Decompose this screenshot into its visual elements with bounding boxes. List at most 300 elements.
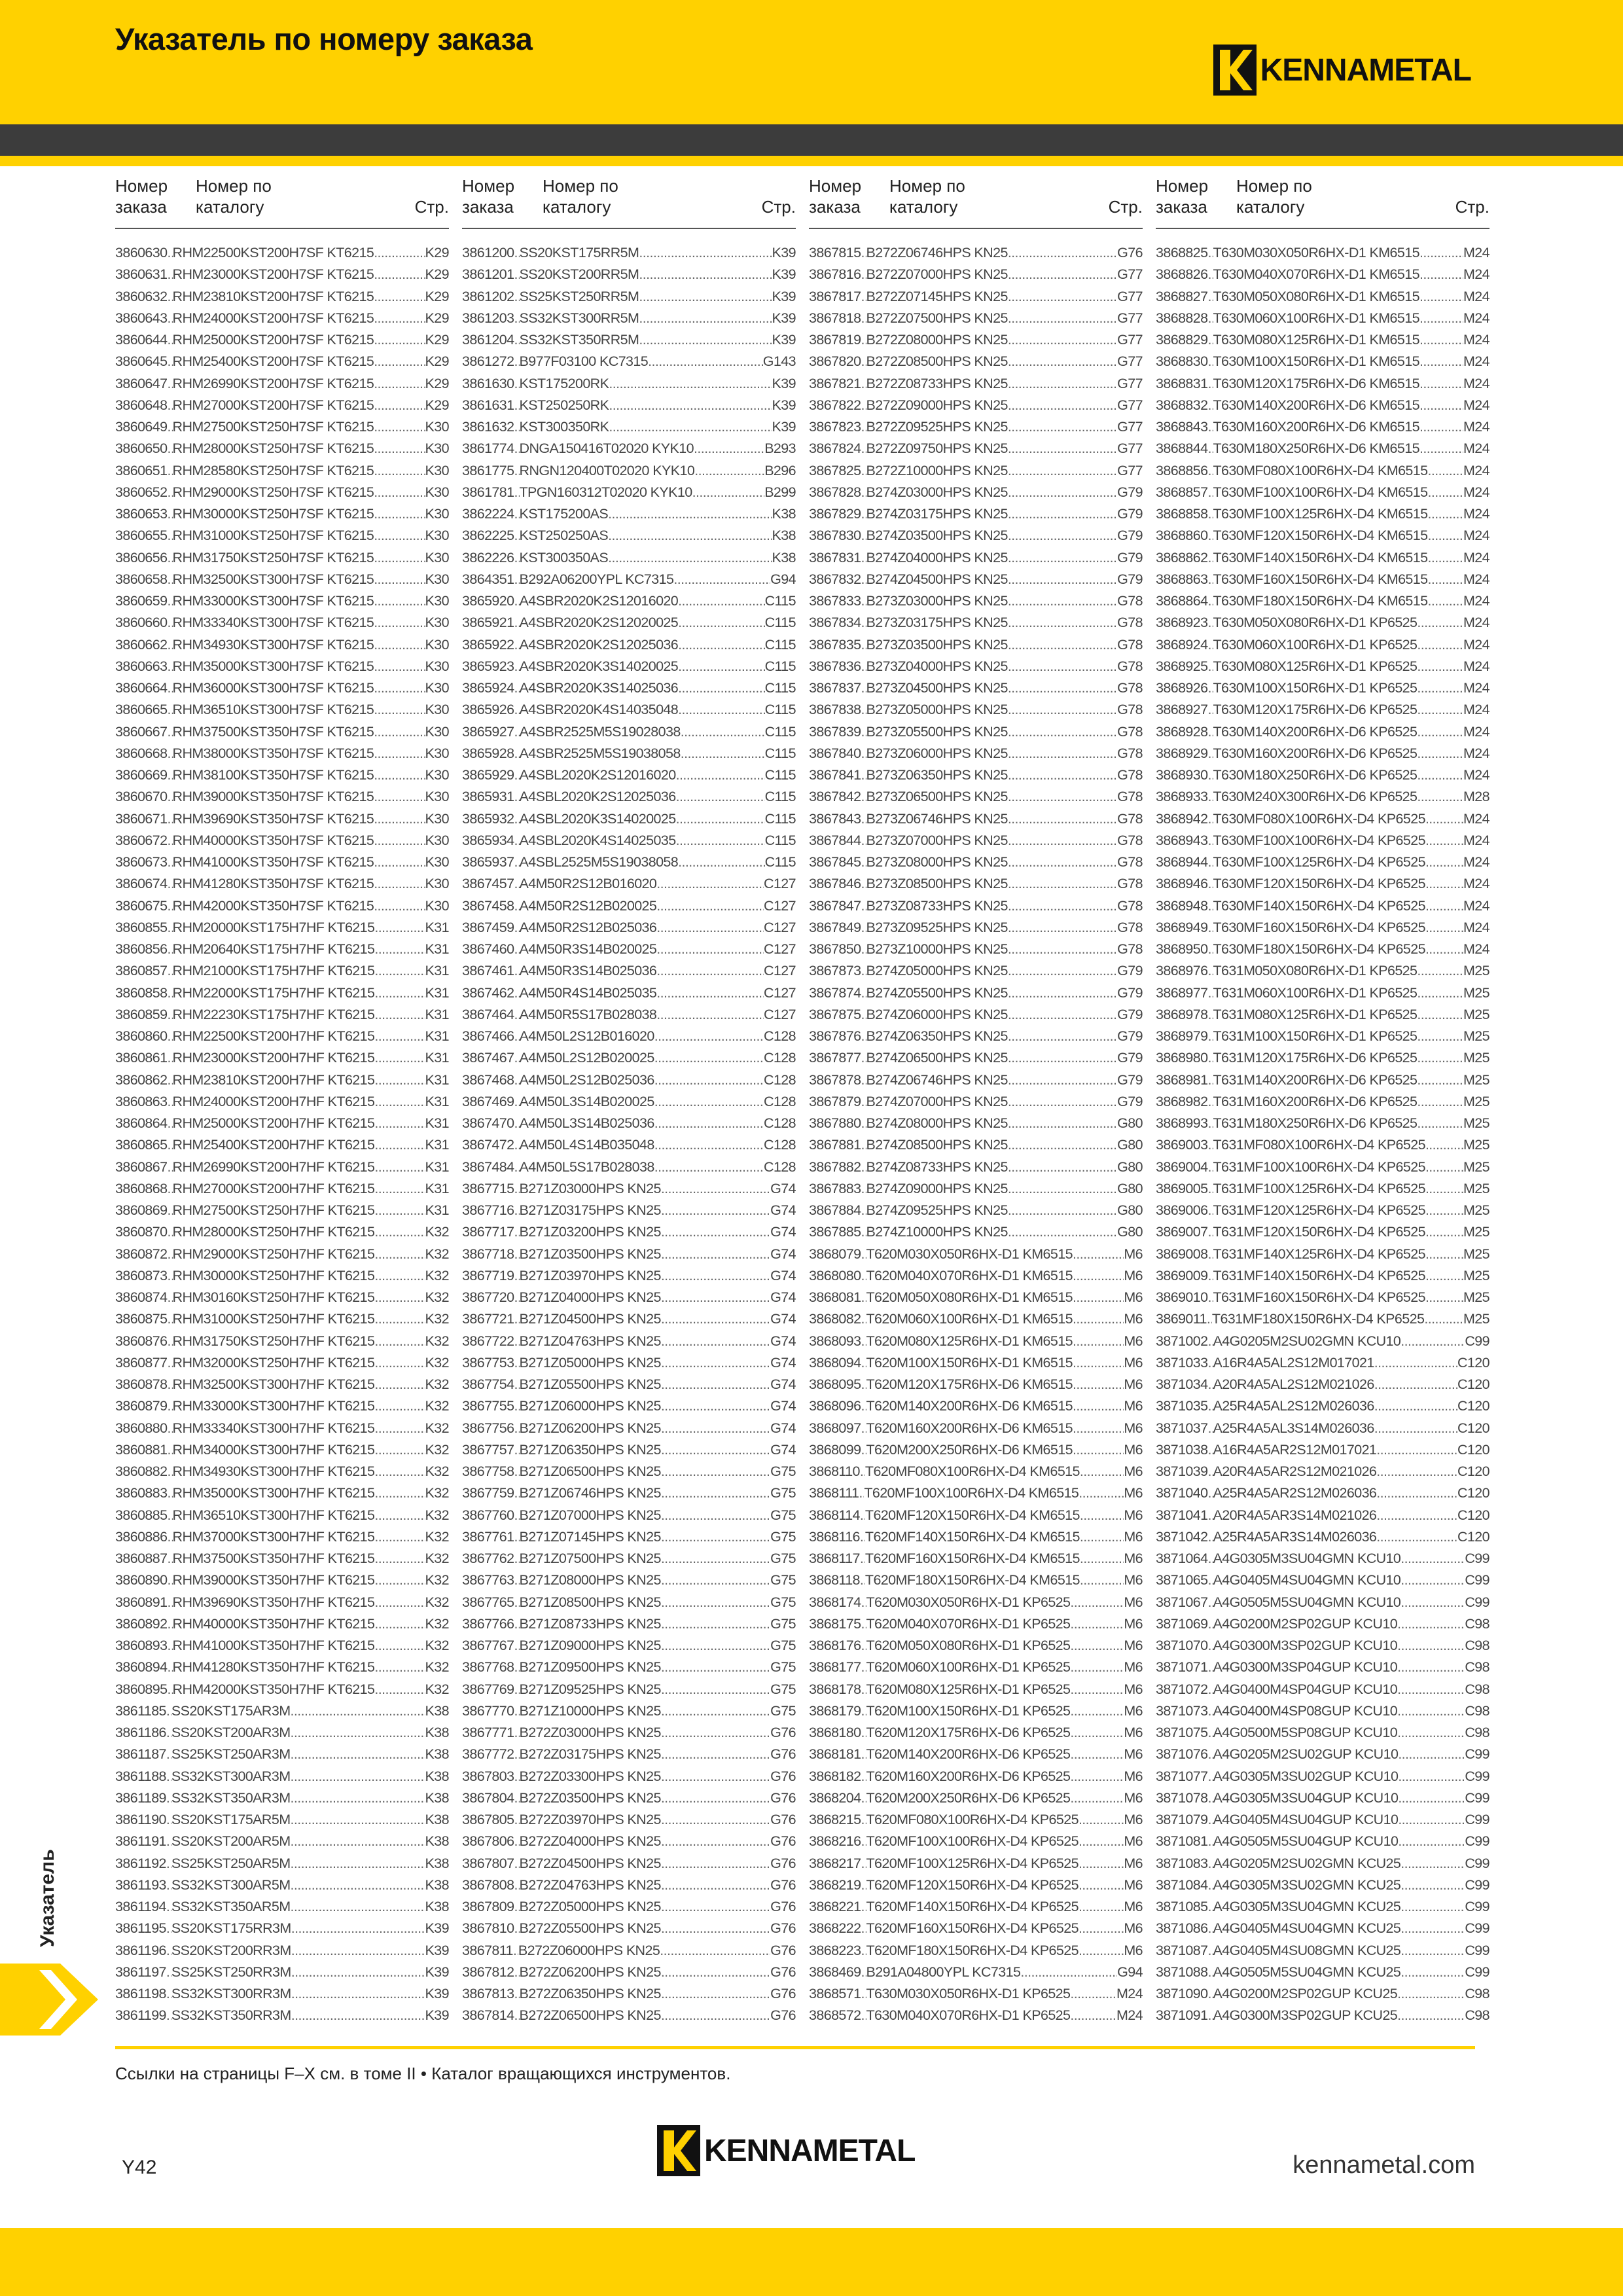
page-ref[interactable]: M24 xyxy=(1463,919,1489,935)
page-ref[interactable]: K39 xyxy=(425,1942,449,1958)
page-ref[interactable]: C128 xyxy=(764,1050,796,1066)
page-ref[interactable]: M24 xyxy=(1463,745,1489,761)
page-ref[interactable]: C127 xyxy=(764,876,796,892)
page-ref[interactable]: M6 xyxy=(1124,1333,1143,1349)
page-ref[interactable]: M24 xyxy=(1463,419,1489,435)
page-ref[interactable]: G80 xyxy=(1117,1180,1143,1196)
page-ref[interactable]: C127 xyxy=(764,963,796,979)
page-ref[interactable]: K30 xyxy=(425,810,449,827)
page-ref[interactable]: G78 xyxy=(1117,593,1143,609)
page-ref[interactable]: K32 xyxy=(425,1333,449,1349)
page-ref[interactable]: M25 xyxy=(1463,1180,1489,1196)
page-ref[interactable]: G74 xyxy=(770,1354,796,1371)
page-ref[interactable]: C98 xyxy=(1465,2007,1489,2024)
page-ref[interactable]: G80 xyxy=(1117,1158,1143,1175)
page-ref[interactable]: M25 xyxy=(1463,984,1489,1001)
page-ref[interactable]: M6 xyxy=(1124,1594,1143,1610)
page-ref[interactable]: M25 xyxy=(1463,963,1489,979)
page-ref[interactable]: K38 xyxy=(772,506,796,522)
page-ref[interactable]: C99 xyxy=(1465,1833,1489,1850)
page-ref[interactable]: G75 xyxy=(770,1702,796,1719)
page-ref[interactable]: M24 xyxy=(1463,593,1489,609)
page-ref[interactable]: K32 xyxy=(425,1224,449,1240)
page-ref[interactable]: K31 xyxy=(425,1137,449,1153)
page-ref[interactable]: M28 xyxy=(1463,789,1489,805)
page-ref[interactable]: G75 xyxy=(770,1681,796,1697)
page-ref[interactable]: M6 xyxy=(1124,1615,1143,1632)
page-ref[interactable]: M24 xyxy=(1463,506,1489,522)
page-ref[interactable]: K32 xyxy=(425,1528,449,1545)
page-ref[interactable]: C115 xyxy=(764,810,796,827)
page-ref[interactable]: C128 xyxy=(764,1137,796,1153)
page-ref[interactable]: K29 xyxy=(425,375,449,391)
page-ref[interactable]: C99 xyxy=(1465,1855,1489,1871)
page-ref[interactable]: G76 xyxy=(1117,245,1143,260)
page-ref[interactable]: K31 xyxy=(425,1028,449,1044)
page-ref[interactable]: K30 xyxy=(425,419,449,435)
page-ref[interactable]: K32 xyxy=(425,1551,449,1566)
page-ref[interactable]: G79 xyxy=(1117,1050,1143,1066)
page-ref[interactable]: C128 xyxy=(764,1093,796,1109)
page-ref[interactable]: K30 xyxy=(425,462,449,478)
page-ref[interactable]: M24 xyxy=(1463,876,1489,892)
page-ref[interactable]: G74 xyxy=(770,1246,796,1262)
page-ref[interactable]: C99 xyxy=(1465,1789,1489,1806)
page-ref[interactable]: G77 xyxy=(1117,310,1143,326)
page-ref[interactable]: M24 xyxy=(1463,353,1489,370)
page-ref[interactable]: K31 xyxy=(425,941,449,957)
page-ref[interactable]: K30 xyxy=(425,506,449,522)
page-ref[interactable]: G77 xyxy=(1117,266,1143,283)
page-ref[interactable]: M25 xyxy=(1463,1028,1489,1044)
page-ref[interactable]: M25 xyxy=(1463,1137,1489,1153)
page-ref[interactable]: G76 xyxy=(770,1746,796,1763)
page-ref[interactable]: G74 xyxy=(770,1441,796,1458)
page-ref[interactable]: M24 xyxy=(1463,332,1489,348)
page-ref[interactable]: K38 xyxy=(772,528,796,544)
page-ref[interactable]: C99 xyxy=(1465,1876,1489,1893)
page-ref[interactable]: G79 xyxy=(1117,1093,1143,1109)
page-ref[interactable]: K39 xyxy=(772,332,796,348)
page-ref[interactable]: G74 xyxy=(770,1398,796,1414)
page-ref[interactable]: G75 xyxy=(770,1528,796,1545)
page-ref[interactable]: M24 xyxy=(1463,375,1489,391)
page-ref[interactable]: K30 xyxy=(425,571,449,587)
page-ref[interactable]: G75 xyxy=(770,1551,796,1566)
page-ref[interactable]: G79 xyxy=(1117,1071,1143,1088)
page-ref[interactable]: M6 xyxy=(1124,1354,1143,1371)
page-ref[interactable]: M24 xyxy=(1463,266,1489,283)
page-ref[interactable]: K32 xyxy=(425,1420,449,1436)
page-ref[interactable]: M6 xyxy=(1124,1485,1143,1501)
page-ref[interactable]: K30 xyxy=(425,593,449,609)
page-ref[interactable]: K32 xyxy=(425,1485,449,1501)
page-ref[interactable]: G78 xyxy=(1117,658,1143,674)
page-ref[interactable]: K39 xyxy=(772,375,796,391)
page-ref[interactable]: K30 xyxy=(425,484,449,500)
page-ref[interactable]: K38 xyxy=(425,1702,449,1719)
page-ref[interactable]: K31 xyxy=(425,1050,449,1066)
page-ref[interactable]: K32 xyxy=(425,1441,449,1458)
page-ref[interactable]: G74 xyxy=(770,1180,796,1196)
page-ref[interactable]: M24 xyxy=(1463,680,1489,696)
page-ref[interactable]: K32 xyxy=(425,1594,449,1610)
page-ref[interactable]: G76 xyxy=(770,1942,796,1958)
page-ref[interactable]: M6 xyxy=(1124,1681,1143,1697)
page-ref[interactable]: M25 xyxy=(1463,1006,1489,1022)
page-ref[interactable]: M6 xyxy=(1124,1768,1143,1784)
page-ref[interactable]: M25 xyxy=(1463,1246,1489,1262)
page-ref[interactable]: M24 xyxy=(1116,2007,1143,2024)
page-ref[interactable]: C99 xyxy=(1465,1899,1489,1914)
page-ref[interactable]: M25 xyxy=(1463,1050,1489,1066)
page-ref[interactable]: G74 xyxy=(770,1420,796,1436)
page-ref[interactable]: K38 xyxy=(425,1768,449,1784)
page-ref[interactable]: C99 xyxy=(1465,1594,1489,1610)
page-ref[interactable]: C99 xyxy=(1465,1551,1489,1566)
page-ref[interactable]: M24 xyxy=(1463,897,1489,914)
page-ref[interactable]: G74 xyxy=(770,1311,796,1327)
page-ref[interactable]: G76 xyxy=(770,1855,796,1871)
page-ref[interactable]: G76 xyxy=(770,1789,796,1806)
page-ref[interactable]: K32 xyxy=(425,1398,449,1414)
page-ref[interactable]: M6 xyxy=(1124,1246,1143,1262)
page-ref[interactable]: C120 xyxy=(1457,1376,1489,1392)
page-ref[interactable]: G75 xyxy=(770,1485,796,1501)
page-ref[interactable]: K38 xyxy=(425,1812,449,1827)
page-ref[interactable]: C98 xyxy=(1465,1986,1489,2001)
page-ref[interactable]: M25 xyxy=(1463,1224,1489,1240)
page-ref[interactable]: G79 xyxy=(1117,1006,1143,1022)
page-ref[interactable]: G76 xyxy=(770,1876,796,1893)
page-ref[interactable]: M6 xyxy=(1124,1702,1143,1719)
page-ref[interactable]: M24 xyxy=(1463,528,1489,544)
website-link[interactable]: kennametal.com xyxy=(1293,2151,1475,2179)
page-ref[interactable]: G143 xyxy=(762,353,796,370)
page-ref[interactable]: G74 xyxy=(770,1333,796,1349)
page-ref[interactable]: C99 xyxy=(1465,1942,1489,1958)
page-ref[interactable]: B299 xyxy=(764,484,796,500)
page-ref[interactable]: G74 xyxy=(770,1224,796,1240)
page-ref[interactable]: G79 xyxy=(1117,484,1143,500)
page-ref[interactable]: C120 xyxy=(1457,1485,1489,1501)
page-ref[interactable]: K32 xyxy=(425,1572,449,1588)
page-ref[interactable]: G94 xyxy=(770,571,796,587)
page-ref[interactable]: M24 xyxy=(1463,397,1489,413)
page-ref[interactable]: K32 xyxy=(425,1638,449,1653)
page-ref[interactable]: G79 xyxy=(1117,963,1143,979)
page-ref[interactable]: K32 xyxy=(425,1267,449,1283)
page-ref[interactable]: K30 xyxy=(425,636,449,653)
page-ref[interactable]: M24 xyxy=(1463,440,1489,457)
page-ref[interactable]: M24 xyxy=(1463,310,1489,326)
page-ref[interactable]: K38 xyxy=(425,1876,449,1893)
page-ref[interactable]: M24 xyxy=(1463,484,1489,500)
page-ref[interactable]: M24 xyxy=(1463,549,1489,565)
page-ref[interactable]: K32 xyxy=(425,1376,449,1392)
page-ref[interactable]: G76 xyxy=(770,1833,796,1850)
page-ref[interactable]: M6 xyxy=(1124,1789,1143,1806)
page-ref[interactable]: C127 xyxy=(764,1006,796,1022)
page-ref[interactable]: C128 xyxy=(764,1028,796,1044)
page-ref[interactable]: K38 xyxy=(425,1855,449,1871)
page-ref[interactable]: M24 xyxy=(1463,854,1489,870)
page-ref[interactable]: K31 xyxy=(425,1158,449,1175)
page-ref[interactable]: G75 xyxy=(770,1594,796,1610)
page-ref[interactable]: M25 xyxy=(1463,1311,1489,1327)
page-ref[interactable]: G77 xyxy=(1117,462,1143,478)
page-ref[interactable]: K32 xyxy=(425,1311,449,1327)
page-ref[interactable]: M25 xyxy=(1463,1158,1489,1175)
page-ref[interactable]: C115 xyxy=(764,593,796,609)
page-ref[interactable]: M6 xyxy=(1124,1833,1143,1850)
page-ref[interactable]: K30 xyxy=(425,440,449,457)
page-ref[interactable]: C115 xyxy=(764,854,796,870)
page-ref[interactable]: G78 xyxy=(1117,680,1143,696)
page-ref[interactable]: K32 xyxy=(425,1246,449,1262)
page-ref[interactable]: K38 xyxy=(425,1789,449,1806)
page-ref[interactable]: M6 xyxy=(1124,1812,1143,1827)
page-ref[interactable]: G74 xyxy=(770,1376,796,1392)
page-ref[interactable]: B296 xyxy=(764,462,796,478)
page-ref[interactable]: M6 xyxy=(1124,1398,1143,1414)
page-ref[interactable]: K32 xyxy=(425,1615,449,1632)
page-ref[interactable]: C128 xyxy=(764,1115,796,1131)
page-ref[interactable]: G76 xyxy=(770,1725,796,1740)
page-ref[interactable]: K30 xyxy=(425,854,449,870)
page-ref[interactable]: C120 xyxy=(1457,1354,1489,1371)
page-ref[interactable]: C99 xyxy=(1465,1572,1489,1588)
page-ref[interactable]: M6 xyxy=(1124,1376,1143,1392)
page-ref[interactable]: K38 xyxy=(425,1725,449,1740)
page-ref[interactable]: K31 xyxy=(425,963,449,979)
page-ref[interactable]: K30 xyxy=(425,723,449,740)
page-ref[interactable]: M6 xyxy=(1124,1507,1143,1523)
page-ref[interactable]: B293 xyxy=(764,440,796,457)
page-ref[interactable]: C127 xyxy=(764,941,796,957)
page-ref[interactable]: G76 xyxy=(770,1986,796,2001)
page-ref[interactable]: G78 xyxy=(1117,745,1143,761)
page-ref[interactable]: G79 xyxy=(1117,1028,1143,1044)
page-ref[interactable]: K39 xyxy=(425,1986,449,2001)
page-ref[interactable]: M6 xyxy=(1124,1899,1143,1914)
page-ref[interactable]: G78 xyxy=(1117,919,1143,935)
page-ref[interactable]: C127 xyxy=(764,984,796,1001)
page-ref[interactable]: G78 xyxy=(1117,723,1143,740)
page-ref[interactable]: K32 xyxy=(425,1681,449,1697)
page-ref[interactable]: M6 xyxy=(1124,1920,1143,1937)
page-ref[interactable]: G74 xyxy=(770,1267,796,1283)
page-ref[interactable]: C115 xyxy=(764,723,796,740)
page-ref[interactable]: C115 xyxy=(764,767,796,783)
page-ref[interactable]: K30 xyxy=(425,680,449,696)
page-ref[interactable]: G77 xyxy=(1117,397,1143,413)
page-ref[interactable]: G77 xyxy=(1117,353,1143,370)
page-ref[interactable]: C99 xyxy=(1465,1920,1489,1937)
page-ref[interactable]: G76 xyxy=(770,1768,796,1784)
page-ref[interactable]: G79 xyxy=(1117,528,1143,544)
page-ref[interactable]: K29 xyxy=(425,266,449,283)
page-ref[interactable]: G75 xyxy=(770,1463,796,1479)
page-ref[interactable]: C115 xyxy=(764,789,796,805)
page-ref[interactable]: C120 xyxy=(1457,1528,1489,1545)
page-ref[interactable]: M6 xyxy=(1124,1551,1143,1566)
page-ref[interactable]: C99 xyxy=(1465,1333,1489,1349)
page-ref[interactable]: M24 xyxy=(1463,462,1489,478)
page-ref[interactable]: G80 xyxy=(1117,1115,1143,1131)
page-ref[interactable]: M6 xyxy=(1124,1725,1143,1740)
page-ref[interactable]: M6 xyxy=(1124,1463,1143,1479)
page-ref[interactable]: C128 xyxy=(764,1071,796,1088)
page-ref[interactable]: C98 xyxy=(1465,1638,1489,1653)
page-ref[interactable]: G74 xyxy=(770,1202,796,1218)
page-ref[interactable]: G78 xyxy=(1117,854,1143,870)
page-ref[interactable]: K39 xyxy=(772,288,796,304)
page-ref[interactable]: G76 xyxy=(770,2007,796,2024)
page-ref[interactable]: G75 xyxy=(770,1659,796,1676)
page-ref[interactable]: M24 xyxy=(1463,245,1489,260)
page-ref[interactable]: K30 xyxy=(425,658,449,674)
page-ref[interactable]: M24 xyxy=(1463,615,1489,631)
page-ref[interactable]: K31 xyxy=(425,1006,449,1022)
page-ref[interactable]: G77 xyxy=(1117,288,1143,304)
page-ref[interactable]: K39 xyxy=(772,245,796,260)
page-ref[interactable]: G79 xyxy=(1117,984,1143,1001)
page-ref[interactable]: M6 xyxy=(1124,1572,1143,1588)
page-ref[interactable]: G75 xyxy=(770,1572,796,1588)
page-ref[interactable]: M25 xyxy=(1463,1071,1489,1088)
page-ref[interactable]: G76 xyxy=(770,1899,796,1914)
page-ref[interactable]: M6 xyxy=(1124,1942,1143,1958)
page-ref[interactable]: M24 xyxy=(1463,658,1489,674)
page-ref[interactable]: M24 xyxy=(1463,723,1489,740)
page-ref[interactable]: K29 xyxy=(425,245,449,260)
page-ref[interactable]: K31 xyxy=(425,1202,449,1218)
page-ref[interactable]: K38 xyxy=(425,1899,449,1914)
page-ref[interactable]: M24 xyxy=(1463,288,1489,304)
page-ref[interactable]: C120 xyxy=(1457,1463,1489,1479)
page-ref[interactable]: M6 xyxy=(1124,1528,1143,1545)
page-ref[interactable]: M6 xyxy=(1124,1638,1143,1653)
page-ref[interactable]: G80 xyxy=(1117,1137,1143,1153)
page-ref[interactable]: C99 xyxy=(1465,1746,1489,1763)
page-ref[interactable]: K31 xyxy=(425,1093,449,1109)
page-ref[interactable]: G75 xyxy=(770,1615,796,1632)
page-ref[interactable]: M25 xyxy=(1463,1267,1489,1283)
page-ref[interactable]: K39 xyxy=(772,310,796,326)
page-ref[interactable]: G77 xyxy=(1117,440,1143,457)
page-ref[interactable]: C120 xyxy=(1457,1441,1489,1458)
page-ref[interactable]: C115 xyxy=(764,636,796,653)
page-ref[interactable]: K32 xyxy=(425,1354,449,1371)
page-ref[interactable]: G78 xyxy=(1117,702,1143,718)
page-ref[interactable]: M24 xyxy=(1463,636,1489,653)
page-ref[interactable]: M6 xyxy=(1124,1420,1143,1436)
page-ref[interactable]: K30 xyxy=(425,832,449,848)
page-ref[interactable]: G74 xyxy=(770,1289,796,1305)
page-ref[interactable]: K38 xyxy=(425,1746,449,1763)
page-ref[interactable]: G77 xyxy=(1117,332,1143,348)
page-ref[interactable]: M6 xyxy=(1124,1267,1143,1283)
page-ref[interactable]: M6 xyxy=(1124,1289,1143,1305)
page-ref[interactable]: G78 xyxy=(1117,897,1143,914)
page-ref[interactable]: K30 xyxy=(425,767,449,783)
page-ref[interactable]: G79 xyxy=(1117,571,1143,587)
page-ref[interactable]: G78 xyxy=(1117,615,1143,631)
page-ref[interactable]: K31 xyxy=(425,984,449,1001)
page-ref[interactable]: K32 xyxy=(425,1659,449,1676)
page-ref[interactable]: K29 xyxy=(425,310,449,326)
page-ref[interactable]: K30 xyxy=(425,528,449,544)
page-ref[interactable]: C98 xyxy=(1465,1659,1489,1676)
page-ref[interactable]: M6 xyxy=(1124,1855,1143,1871)
page-ref[interactable]: G78 xyxy=(1117,876,1143,892)
page-ref[interactable]: G79 xyxy=(1117,549,1143,565)
page-ref[interactable]: G78 xyxy=(1117,941,1143,957)
page-ref[interactable]: K31 xyxy=(425,1115,449,1131)
page-ref[interactable]: K32 xyxy=(425,1507,449,1523)
page-ref[interactable]: K30 xyxy=(425,789,449,805)
page-ref[interactable]: M24 xyxy=(1463,832,1489,848)
page-ref[interactable]: G75 xyxy=(770,1507,796,1523)
page-ref[interactable]: K31 xyxy=(425,919,449,935)
page-ref[interactable]: K30 xyxy=(425,549,449,565)
page-ref[interactable]: C128 xyxy=(764,1158,796,1175)
page-ref[interactable]: G79 xyxy=(1117,506,1143,522)
page-ref[interactable]: M24 xyxy=(1463,702,1489,718)
page-ref[interactable]: M6 xyxy=(1124,1876,1143,1893)
page-ref[interactable]: K29 xyxy=(425,397,449,413)
page-ref[interactable]: K30 xyxy=(425,897,449,914)
page-ref[interactable]: M6 xyxy=(1124,1659,1143,1676)
page-ref[interactable]: K29 xyxy=(425,288,449,304)
page-ref[interactable]: M25 xyxy=(1463,1202,1489,1218)
page-ref[interactable]: K39 xyxy=(425,1964,449,1980)
page-ref[interactable]: K29 xyxy=(425,332,449,348)
page-ref[interactable]: K31 xyxy=(425,1180,449,1196)
page-ref[interactable]: K39 xyxy=(772,397,796,413)
page-ref[interactable]: K32 xyxy=(425,1463,449,1479)
page-ref[interactable]: C115 xyxy=(764,658,796,674)
page-ref[interactable]: M24 xyxy=(1463,571,1489,587)
page-ref[interactable]: G78 xyxy=(1117,832,1143,848)
page-ref[interactable]: K32 xyxy=(425,1289,449,1305)
page-ref[interactable]: M24 xyxy=(1463,941,1489,957)
page-ref[interactable]: K39 xyxy=(425,1920,449,1937)
page-ref[interactable]: G76 xyxy=(770,1920,796,1937)
page-ref[interactable]: M25 xyxy=(1463,1115,1489,1131)
page-ref[interactable]: K30 xyxy=(425,702,449,718)
page-ref[interactable]: C115 xyxy=(764,680,796,696)
page-ref[interactable]: M25 xyxy=(1463,1289,1489,1305)
page-ref[interactable]: G78 xyxy=(1117,636,1143,653)
page-ref[interactable]: C98 xyxy=(1465,1615,1489,1632)
page-ref[interactable]: C115 xyxy=(764,832,796,848)
page-ref[interactable]: K30 xyxy=(425,745,449,761)
page-ref[interactable]: K30 xyxy=(425,876,449,892)
page-ref[interactable]: C98 xyxy=(1465,1681,1489,1697)
page-ref[interactable]: C120 xyxy=(1457,1420,1489,1436)
page-ref[interactable]: C98 xyxy=(1465,1702,1489,1719)
page-ref[interactable]: G80 xyxy=(1117,1202,1143,1218)
page-ref[interactable]: K38 xyxy=(772,549,796,565)
page-ref[interactable]: G77 xyxy=(1117,419,1143,435)
page-ref[interactable]: K38 xyxy=(425,1833,449,1850)
page-ref[interactable]: K39 xyxy=(425,2007,449,2024)
page-ref[interactable]: C127 xyxy=(764,919,796,935)
page-ref[interactable]: C99 xyxy=(1465,1812,1489,1827)
page-ref[interactable]: M6 xyxy=(1124,1746,1143,1763)
